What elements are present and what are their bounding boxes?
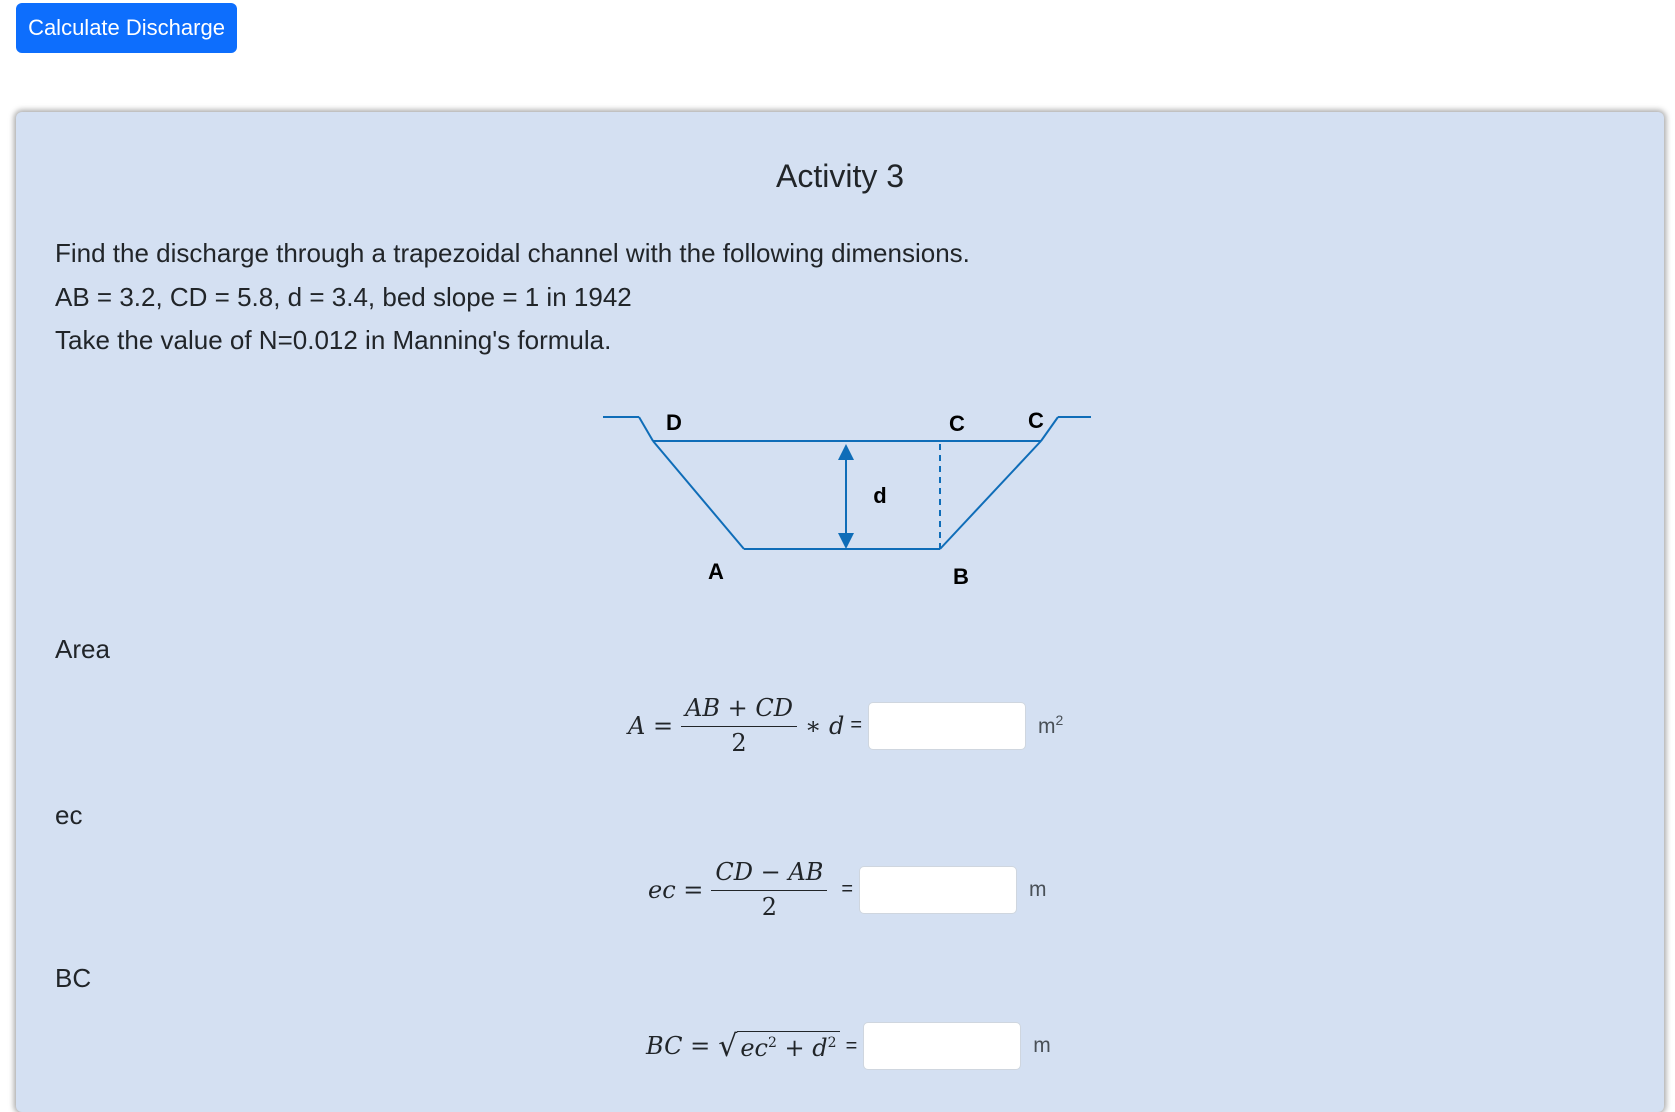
problem-line-3: Take the value of N=0.012 in Manning's formula. — [55, 325, 612, 355]
sqrt-icon: √ — [718, 1028, 738, 1064]
area-input[interactable] — [868, 702, 1026, 750]
label-B: B — [953, 564, 969, 589]
right-slope-line — [940, 441, 1041, 549]
area-heading: Area — [55, 634, 110, 664]
depth-arrow-up-icon — [838, 444, 854, 460]
label-A: A — [708, 559, 724, 584]
bc-lhs: BC = — [646, 1032, 711, 1060]
area-formula — [628, 694, 1063, 757]
bc-sqrt — [718, 1028, 839, 1064]
ec-unit: m — [1029, 877, 1047, 901]
ec-formula — [648, 858, 1047, 921]
bc-input[interactable] — [863, 1022, 1021, 1070]
ec-lhs: ec = — [648, 875, 704, 904]
bc-heading: BC — [55, 963, 92, 993]
calculate-discharge-button[interactable]: Calculate Discharge — [16, 3, 237, 53]
ec-fraction — [711, 858, 827, 921]
bc-formula — [646, 1022, 1051, 1070]
area-numerator: AB + CD — [681, 694, 797, 727]
ec-equals: = — [841, 878, 854, 900]
area-equals: = — [850, 714, 863, 736]
bc-equals: = — [845, 1034, 858, 1057]
area-denominator: 2 — [731, 729, 747, 757]
bc-unit: m — [1033, 1034, 1051, 1057]
label-C-inner: C — [949, 411, 965, 436]
area-times-d: ∗ d — [805, 711, 845, 740]
bc-radicand: $ec^2 + d^2$ — [737, 1031, 839, 1062]
left-bank-edge — [639, 417, 653, 441]
label-D: D — [666, 410, 682, 435]
ec-numerator: CD − AB — [711, 858, 827, 891]
channel-diagram — [601, 402, 1091, 602]
left-slope-line — [653, 441, 744, 549]
ec-heading: ec — [55, 800, 83, 830]
activity-card — [16, 112, 1664, 1112]
activity-title: Activity 3 — [775, 158, 905, 194]
ec-input[interactable] — [859, 866, 1017, 914]
problem-line-1: Find the discharge through a trapezoidal channel with the following dimensions. — [55, 238, 970, 268]
problem-line-2: AB = 3.2, CD = 5.8, d = 3.4, bed slope = 1 in 1942 — [55, 282, 632, 312]
label-d: d — [873, 483, 887, 508]
ec-denominator: 2 — [761, 893, 777, 921]
depth-arrow-down-icon — [838, 533, 854, 549]
area-unit: $m^2$ — [1038, 712, 1064, 738]
label-C-outer: C — [1028, 408, 1044, 433]
area-lhs: A = — [628, 711, 674, 740]
area-fraction — [681, 694, 797, 757]
